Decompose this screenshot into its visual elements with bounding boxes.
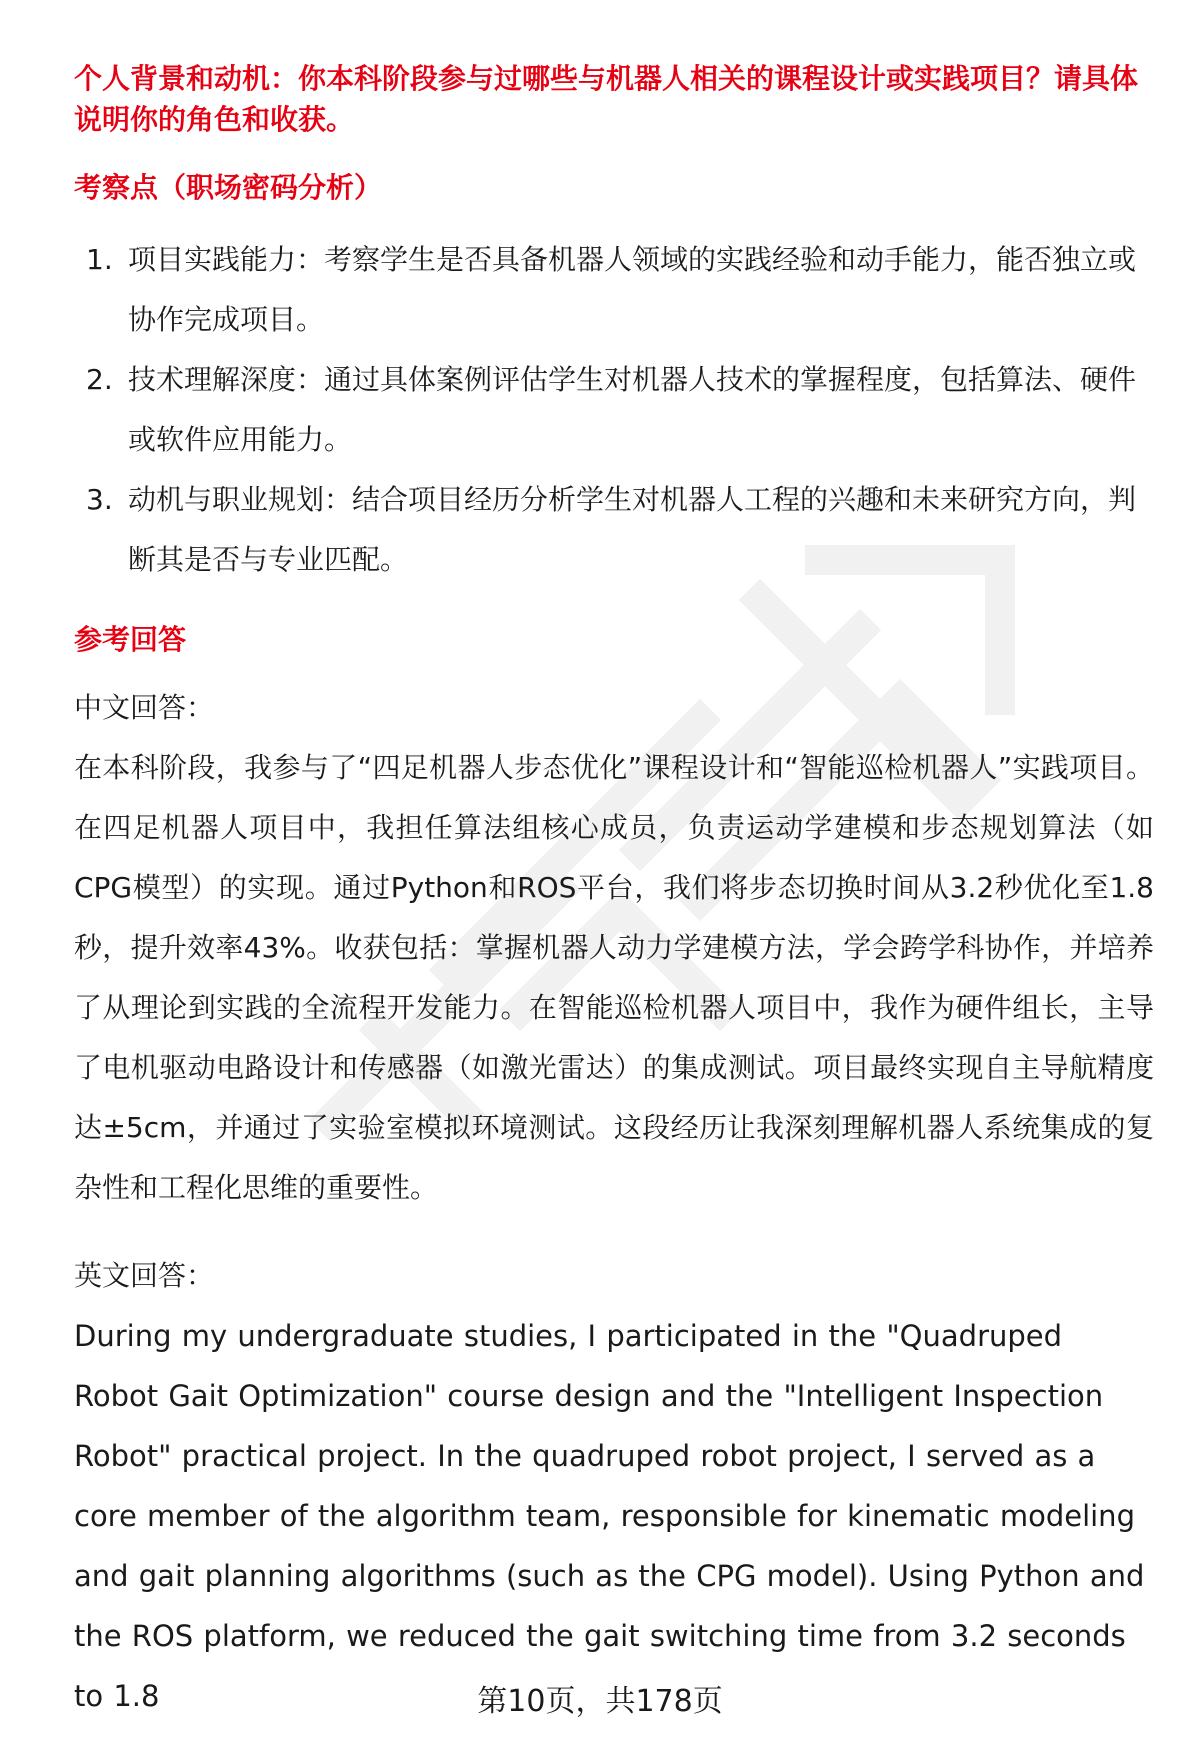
analysis-point-1 xyxy=(74,230,1154,350)
point-text: 技术理解深度：通过具体案例评估学生对机器人技术的掌握程度，包括算法、硬件或软件应用能力。 xyxy=(128,363,1137,456)
question-text: 个人背景和动机：你本科阶段参与过哪些与机器人相关的课程设计或实践项目？请具体说明你的角色和收获。 xyxy=(74,62,1139,136)
chinese-answer-text: 在本科阶段，我参与了“四足机器人步态优化”课程设计和“智能巡检机器人”实践项目。在四足机器人项目中，我担任算法组核心成员，负责运动学建模和步态规划算法（如CPG模型）的实现。通过Python和ROS平台，我们将步态切换时间从3.2秒优化至1.8秒，提升效率43%。收获包括：掌握机器人动力学建模方法，学会跨学科协作，并培养了从理论到实践的全流程开发能力。在智能巡检机器人项目中，我作为硬件组长，主导了电机驱动电路设计和传感器（如激光雷达）的集成测试。项目最终实现自主导航精度达±5cm，并通过了实验室模拟环境测试。这段经历让我深刻理解机器人系统集成的复杂性和工程化思维的重要性。 xyxy=(74,751,1154,1204)
analysis-heading: 考察点（职场密码分析） xyxy=(74,171,383,204)
analysis-point-3 xyxy=(74,470,1154,590)
content-area xyxy=(74,58,1154,1726)
point-text: 动机与职业规划：结合项目经历分析学生对机器人工程的兴趣和未来研究方向，判断其是否与专业匹配。 xyxy=(128,483,1137,576)
point-text: 项目实践能力：考察学生是否具备机器人领域的实践经验和动手能力，能否独立或协作完成项目。 xyxy=(128,243,1137,336)
chinese-answer-label: 中文回答： xyxy=(74,691,215,724)
point-number: 3. xyxy=(86,483,113,516)
english-answer-text: During my undergraduate studies, I participated in the "Quadruped Robot Gait Optimization" course design and the "Intelligent Inspection Robot" practical project. In the quadruped robot project, I served as a core member of the algorithm team, responsible for kinematic modeling and gait planning algorithms (such as the CPG model). Using Python and the ROS platform, we reduced the gait switching time from 3.2 seconds to 1.8 xyxy=(74,1319,1145,1713)
point-number: 1. xyxy=(86,243,113,276)
reference-heading: 参考回答 xyxy=(74,623,187,656)
english-answer-label: 英文回答： xyxy=(74,1259,215,1292)
analysis-points xyxy=(74,230,1154,590)
analysis-point-2 xyxy=(74,350,1154,470)
page-footer: 第10页，共178页 xyxy=(477,1684,723,1719)
point-number: 2. xyxy=(86,363,113,396)
